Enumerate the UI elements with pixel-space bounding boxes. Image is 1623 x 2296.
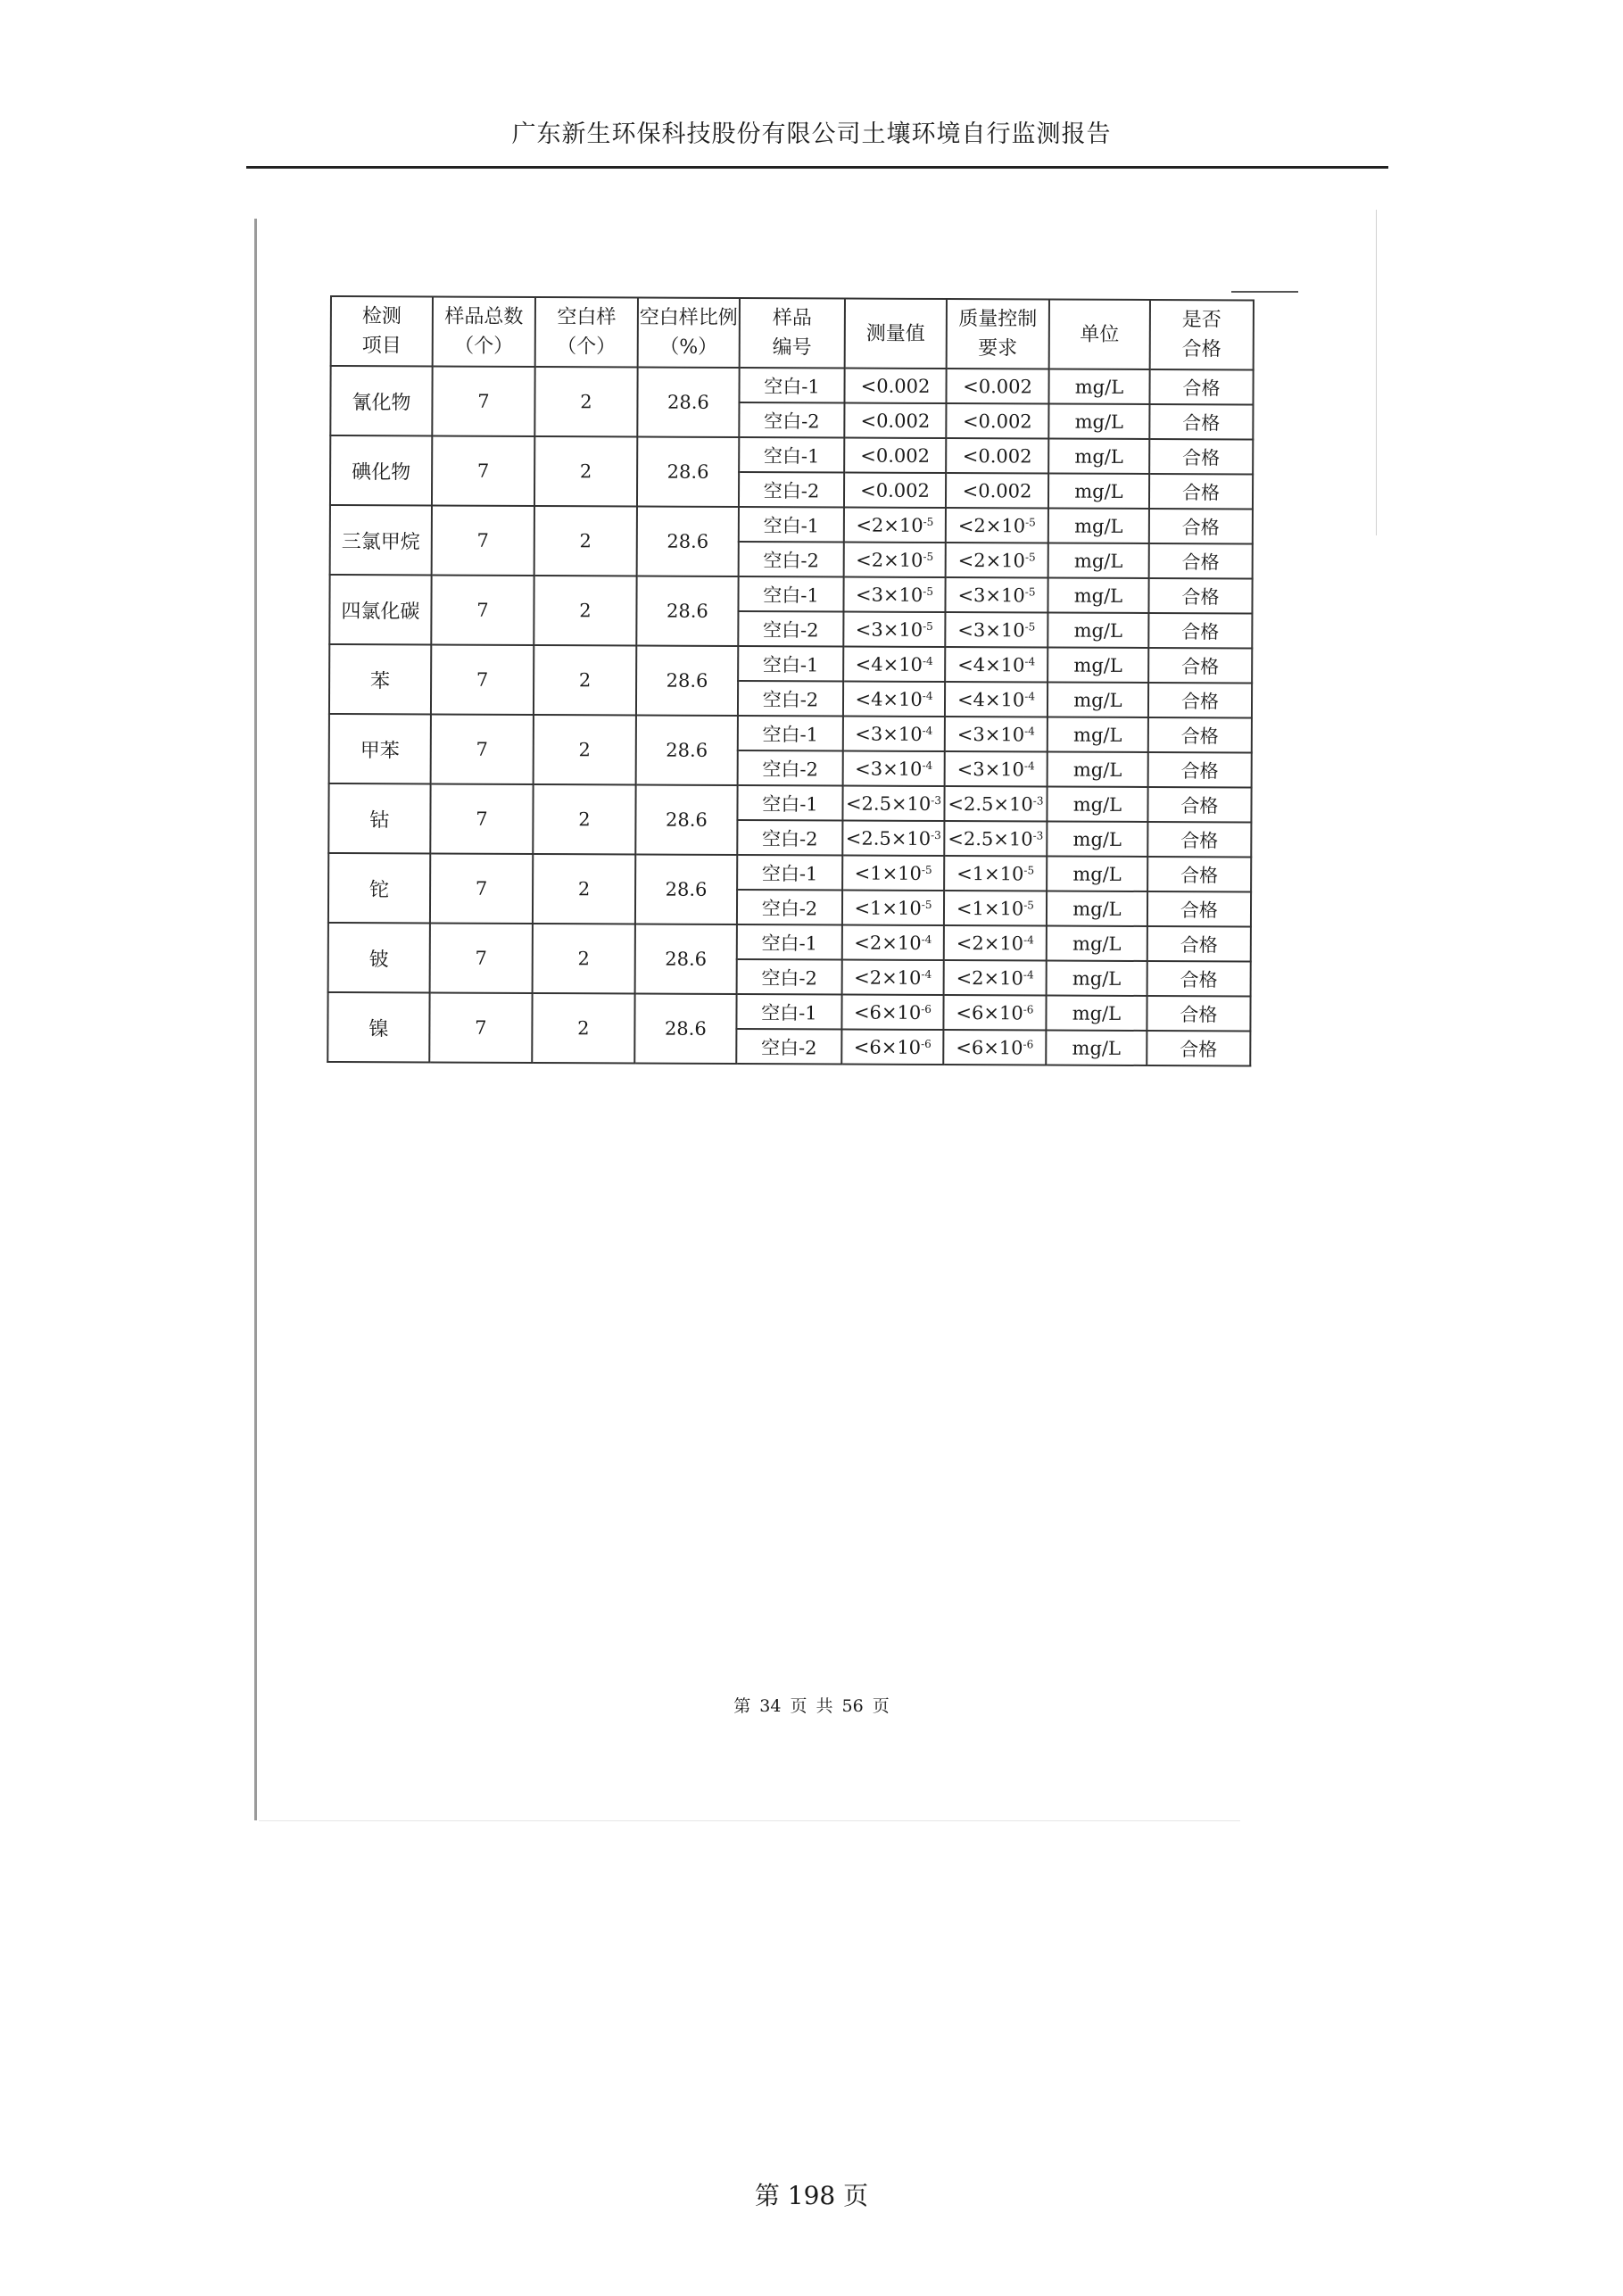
sample-total-cell: 7 <box>430 923 533 993</box>
test-item-cell: 氰化物 <box>330 366 432 435</box>
sample-id-cell: 空白-2 <box>739 472 844 508</box>
measured-value-cell: $<2\times 10^{-5}$ <box>844 508 946 543</box>
measured-value-cell: $<2\times 10^{-4}$ <box>842 960 944 995</box>
measured-value-cell: $<3\times 10^{-4}$ <box>843 717 945 751</box>
measured-value-cell: <0.002 <box>844 403 946 438</box>
measured-value-cell: $<3\times 10^{-5}$ <box>843 577 945 612</box>
qc-requirement-cell: $<2\times 10^{-5}$ <box>946 508 1048 543</box>
pass-result-cell: 合格 <box>1147 1031 1250 1066</box>
test-item-cell: 钴 <box>328 783 430 853</box>
pass-result-cell: 合格 <box>1149 439 1253 475</box>
test-item-cell: 铍 <box>328 923 430 992</box>
sample-total-cell: 7 <box>432 367 534 437</box>
unit-cell: mg/L <box>1047 648 1148 683</box>
pass-result-cell: 合格 <box>1147 787 1251 823</box>
qc-requirement-cell: <0.002 <box>946 369 1048 404</box>
sample-id-cell: 空白-2 <box>738 681 843 717</box>
inner-page-number: 第 34 页 共 56 页 <box>733 1696 890 1716</box>
unit-cell: mg/L <box>1048 404 1149 439</box>
qc-requirement-cell: $<3\times 10^{-4}$ <box>945 717 1047 752</box>
test-item-cell: 苯 <box>329 644 431 714</box>
table-row <box>328 923 1251 962</box>
measured-value-cell: $<6\times 10^{-6}$ <box>841 1030 943 1065</box>
table-row <box>327 992 1250 1032</box>
sample-id-cell: 空白-1 <box>739 507 844 543</box>
sample-id-cell: 空白-2 <box>739 542 844 577</box>
unit-cell: mg/L <box>1046 996 1147 1031</box>
report-header-title: 广东新生环保科技股份有限公司土壤环境自行监测报告 <box>511 120 1112 148</box>
scan-edge-left <box>254 219 257 1820</box>
pass-result-cell: 合格 <box>1149 543 1253 579</box>
blank-ratio-cell: 28.6 <box>636 716 738 785</box>
header-divider <box>246 166 1388 169</box>
measured-value-cell: $<2\times 10^{-5}$ <box>844 543 946 577</box>
blank-count-cell: 2 <box>533 924 635 994</box>
table-row <box>330 435 1253 475</box>
header-pass: 是否 合格 <box>1150 300 1254 370</box>
pass-result-cell: 合格 <box>1147 857 1251 892</box>
sample-id-cell: 空白-1 <box>737 924 842 960</box>
qc-requirement-cell: <0.002 <box>946 473 1048 509</box>
sample-total-cell: 7 <box>430 853 533 924</box>
pass-result-cell: 合格 <box>1147 891 1251 927</box>
pass-result-cell: 合格 <box>1148 578 1252 614</box>
sample-total-cell: 7 <box>431 644 534 715</box>
header-unit: 单位 <box>1049 300 1150 369</box>
measured-value-cell: <0.002 <box>844 369 946 403</box>
unit-cell: mg/L <box>1047 613 1148 648</box>
pass-result-cell: 合格 <box>1147 926 1251 962</box>
qc-requirement-cell: $<4\times 10^{-4}$ <box>945 682 1047 717</box>
qc-requirement-cell: $<1\times 10^{-5}$ <box>944 856 1047 891</box>
table-row <box>328 853 1251 892</box>
measured-value-cell: $<4\times 10^{-4}$ <box>843 647 945 682</box>
test-item-cell: 碘化物 <box>330 435 432 505</box>
blank-ratio-cell: 28.6 <box>637 437 739 507</box>
sample-id-cell: 空白-2 <box>736 1029 841 1065</box>
qc-requirement-cell: $<3\times 10^{-4}$ <box>945 751 1047 787</box>
measured-value-cell: $<2.5\times 10^{-3}$ <box>842 786 944 821</box>
qc-requirement-cell: $<2.5\times 10^{-3}$ <box>944 786 1047 822</box>
pass-result-cell: 合格 <box>1147 822 1251 858</box>
pass-result-cell: 合格 <box>1147 996 1250 1032</box>
pass-result-cell: 合格 <box>1147 961 1250 997</box>
sample-total-cell: 7 <box>431 714 534 784</box>
qc-requirement-cell: $<2\times 10^{-4}$ <box>944 960 1047 996</box>
qc-requirement-cell: $<4\times 10^{-4}$ <box>945 647 1047 683</box>
qc-requirement-cell: $<3\times 10^{-5}$ <box>945 577 1047 613</box>
sample-total-cell: 7 <box>430 783 533 854</box>
measured-value-cell: $<6\times 10^{-6}$ <box>841 995 943 1030</box>
qc-requirement-cell: <0.002 <box>946 403 1048 439</box>
blank-count-cell: 2 <box>533 784 635 855</box>
blank-ratio-cell: 28.6 <box>637 368 739 437</box>
unit-cell: mg/L <box>1047 822 1147 857</box>
blank-count-cell: 2 <box>534 645 636 716</box>
pass-result-cell: 合格 <box>1148 752 1252 788</box>
unit-cell: mg/L <box>1047 926 1147 961</box>
unit-cell: mg/L <box>1047 891 1147 926</box>
qc-requirement-cell: $<1\times 10^{-5}$ <box>944 891 1047 926</box>
scan-edge-right <box>1376 210 1377 535</box>
unit-cell: mg/L <box>1048 509 1149 543</box>
sample-total-cell: 7 <box>432 436 534 507</box>
sample-id-cell: 空白-1 <box>738 646 843 682</box>
test-item-cell: 镍 <box>327 992 429 1062</box>
header-blank-ratio: 空白样比例 （%） <box>638 298 740 368</box>
unit-cell: mg/L <box>1047 857 1147 891</box>
pass-result-cell: 合格 <box>1148 648 1252 684</box>
unit-cell: mg/L <box>1048 369 1149 404</box>
header-blank-count: 空白样 （个） <box>535 297 638 368</box>
measured-value-cell: $<1\times 10^{-5}$ <box>842 856 944 891</box>
table-header-row <box>331 296 1254 370</box>
qc-requirement-cell: $<6\times 10^{-6}$ <box>943 1030 1046 1065</box>
sample-id-cell: 空白-1 <box>737 855 842 891</box>
unit-cell: mg/L <box>1047 752 1148 787</box>
sample-id-cell: 空白-1 <box>739 368 844 403</box>
blank-ratio-cell: 28.6 <box>635 785 737 855</box>
measured-value-cell: $<4\times 10^{-4}$ <box>843 682 945 717</box>
scan-edge-top <box>1231 291 1298 293</box>
table-row <box>328 783 1251 823</box>
unit-cell: mg/L <box>1048 439 1149 474</box>
sample-id-cell: 空白-2 <box>737 959 842 995</box>
blank-count-cell: 2 <box>533 854 635 924</box>
table-row <box>329 714 1252 753</box>
sample-id-cell: 空白-2 <box>738 611 843 647</box>
sample-id-cell: 空白-1 <box>738 576 843 612</box>
qc-requirement-cell: <0.002 <box>946 438 1048 474</box>
test-item-cell: 铊 <box>328 853 430 923</box>
qc-requirement-cell: $<2\times 10^{-4}$ <box>944 925 1047 961</box>
table-row <box>329 644 1252 684</box>
measured-value-cell: $<3\times 10^{-4}$ <box>843 751 945 786</box>
sample-total-cell: 7 <box>429 992 532 1063</box>
sample-id-cell: 空白-2 <box>737 820 842 856</box>
blank-ratio-cell: 28.6 <box>635 854 737 924</box>
test-item-cell: 三氯甲烷 <box>330 505 432 575</box>
blank-count-cell: 2 <box>534 715 636 785</box>
blank-ratio-cell: 28.6 <box>637 507 739 576</box>
sample-total-cell: 7 <box>431 575 534 645</box>
sample-id-cell: 空白-2 <box>739 402 844 438</box>
pass-result-cell: 合格 <box>1148 613 1252 649</box>
header-sample-id: 样品 编号 <box>740 298 845 369</box>
unit-cell: mg/L <box>1048 543 1149 578</box>
pass-result-cell: 合格 <box>1149 474 1253 510</box>
sample-id-cell: 空白-1 <box>737 785 842 821</box>
table-row <box>330 505 1253 544</box>
sample-total-cell: 7 <box>432 505 534 576</box>
sample-id-cell: 空白-2 <box>737 890 842 925</box>
unit-cell: mg/L <box>1047 787 1147 822</box>
pass-result-cell: 合格 <box>1149 369 1253 405</box>
blank-ratio-cell: 28.6 <box>636 576 738 646</box>
blank-sample-qc-table <box>327 295 1255 1067</box>
header-requirement: 质量控制 要求 <box>947 299 1049 369</box>
unit-cell: mg/L <box>1047 578 1148 613</box>
pass-result-cell: 合格 <box>1148 683 1252 718</box>
table-row <box>329 575 1252 614</box>
sample-id-cell: 空白-1 <box>739 437 844 473</box>
test-item-cell: 甲苯 <box>329 714 431 783</box>
page-number: 第 198 页 <box>754 2181 869 2210</box>
blank-count-cell: 2 <box>534 436 637 507</box>
test-item-cell: 四氯化碳 <box>329 575 431 644</box>
measured-value-cell: $<2\times 10^{-4}$ <box>842 925 944 960</box>
measured-value-cell: <0.002 <box>844 473 946 508</box>
measured-value-cell: <0.002 <box>844 438 946 473</box>
unit-cell: mg/L <box>1047 717 1148 752</box>
table-body <box>327 366 1253 1066</box>
sample-id-cell: 空白-1 <box>738 716 843 751</box>
measured-value-cell: $<1\times 10^{-5}$ <box>842 891 944 925</box>
unit-cell: mg/L <box>1048 474 1149 509</box>
qc-requirement-cell: $<6\times 10^{-6}$ <box>943 995 1046 1031</box>
header-measured: 测量值 <box>845 299 947 369</box>
unit-cell: mg/L <box>1047 683 1148 717</box>
header-total: 样品总数 （个） <box>433 297 535 368</box>
pass-result-cell: 合格 <box>1149 509 1253 544</box>
blank-ratio-cell: 28.6 <box>636 646 738 716</box>
blank-count-cell: 2 <box>534 367 637 437</box>
measured-value-cell: $<2.5\times 10^{-3}$ <box>842 821 944 856</box>
header-item: 检测 项目 <box>331 296 433 366</box>
blank-count-cell: 2 <box>532 993 634 1064</box>
unit-cell: mg/L <box>1046 1031 1147 1065</box>
unit-cell: mg/L <box>1047 961 1147 996</box>
scan-edge-bottom <box>259 1820 1240 1821</box>
measured-value-cell: $<3\times 10^{-5}$ <box>843 612 945 647</box>
table-row <box>330 366 1253 405</box>
qc-requirement-cell: $<2\times 10^{-5}$ <box>946 543 1048 578</box>
qc-requirement-cell: $<2.5\times 10^{-3}$ <box>944 821 1047 857</box>
blank-count-cell: 2 <box>534 576 636 646</box>
blank-count-cell: 2 <box>534 506 637 576</box>
blank-ratio-cell: 28.6 <box>635 924 737 993</box>
qc-requirement-cell: $<3\times 10^{-5}$ <box>945 612 1047 648</box>
blank-ratio-cell: 28.6 <box>634 993 736 1063</box>
sample-id-cell: 空白-1 <box>736 994 841 1030</box>
pass-result-cell: 合格 <box>1149 404 1253 440</box>
pass-result-cell: 合格 <box>1148 717 1252 753</box>
sample-id-cell: 空白-2 <box>738 750 843 786</box>
